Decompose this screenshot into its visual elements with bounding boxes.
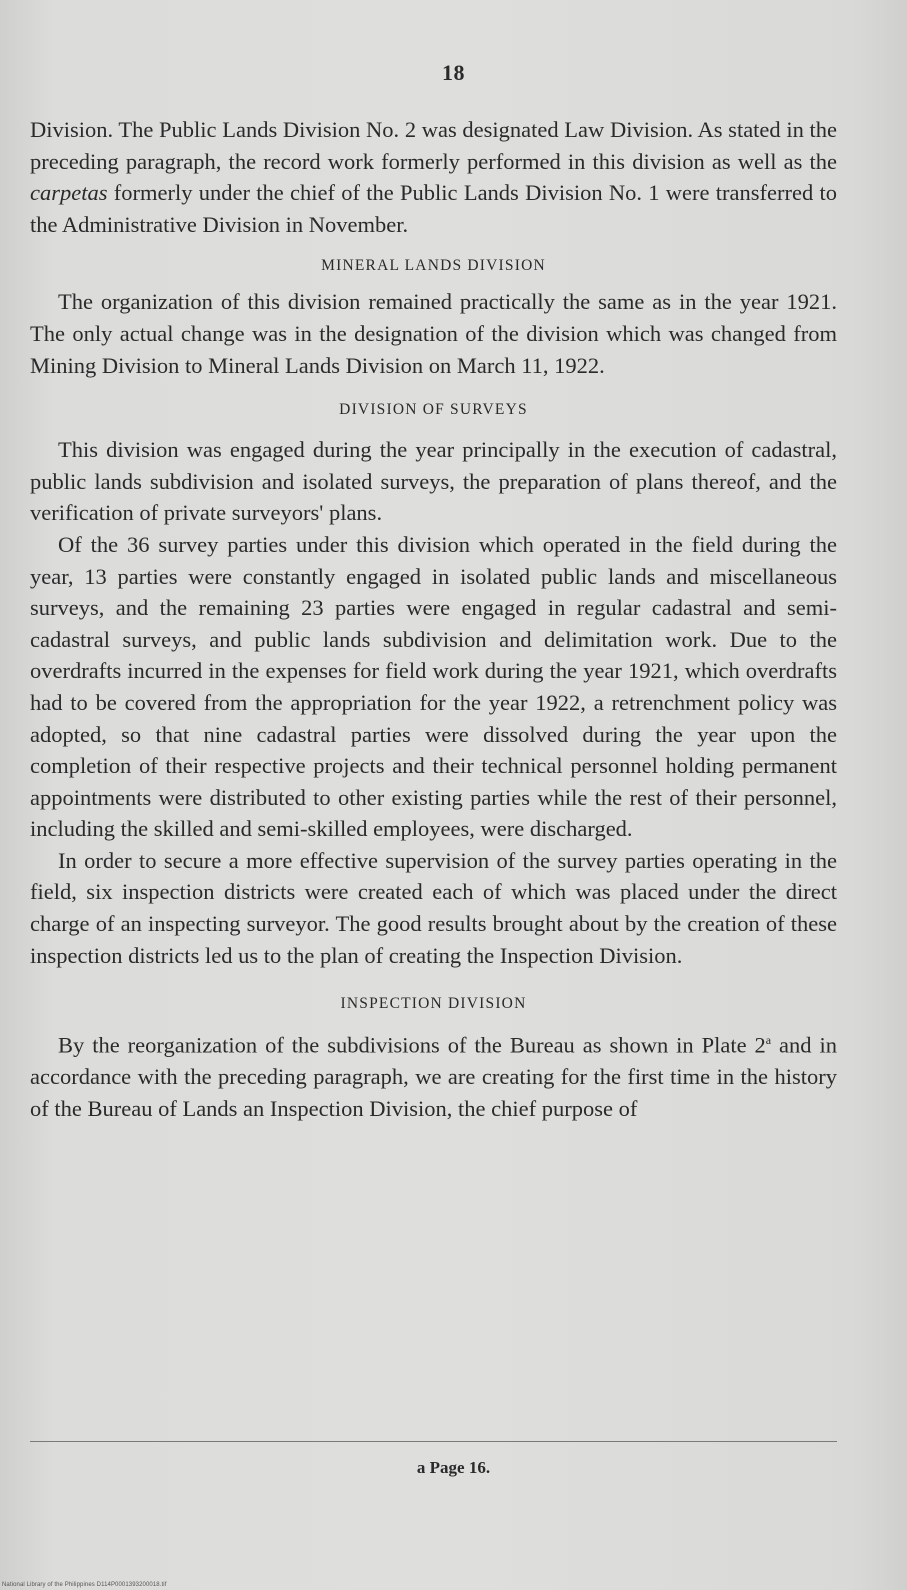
section-heading-surveys: DIVISION OF SURVEYS	[339, 401, 528, 419]
body-text	[30, 114, 837, 1125]
paragraph-text: By the reorganization of the subdivisions of the Bureau as shown in Plate 2	[58, 1032, 766, 1058]
paragraph-mineral-lands: The organization of this division remained practically the same as in the year 1921. The only actual change was in the designation of the division which was changed from Mining Division to Mineral Lands Division on March 11, 1922.	[30, 289, 837, 378]
footnote-divider	[30, 1441, 837, 1442]
footnote-marker: a	[765, 1033, 772, 1048]
paragraph-inspection-districts: In order to secure a more effective supervision of the survey parties operating in the field, six inspection districts were created each of which was placed under the direct charge of an inspecting surveyor. The good results brought about by the creation of these inspection districts led us to the plan of creating the Inspection Division.	[30, 847, 837, 968]
page-number: 18	[442, 60, 465, 85]
footnote: a Page 16.	[416, 1458, 491, 1477]
paragraph-text: formerly under the chief of the Public Lands Division No. 1 were transferred to the Administrative Division in November.	[30, 180, 837, 237]
section-heading-mineral-lands: MINERAL LANDS DIVISION	[321, 257, 546, 275]
section-heading-inspection: INSPECTION DIVISION	[340, 995, 527, 1013]
paragraph-law-division	[30, 114, 837, 240]
paragraph-survey-parties: Of the 36 survey parties under this division which operated in the field during the year, 13 parties were constantly engaged in isolated public lands and miscellaneous surveys, and the remaining 23 parties were engaged in regular cadastral and semi-cadastral surveys, and public lands subdivision and delimitation work. Due to the overdrafts incurred in the expenses for field work during the year 1921, which overdrafts had to be covered from the appropriation for the year 1922, a retrenchment policy was adopted, so that nine cadastral parties were dissolved during the year upon the completion of their respective projects and their technical personnel holding permanent appointments were distributed to other existing parties while the rest of their personnel, including the skilled and semi-skilled employees, were discharged.	[30, 531, 837, 842]
paragraph-text: Division. The Public Lands Division No. 2 was designated Law Division. As stated in the preceding paragraph, the record work formerly performed in this division as well as the	[30, 117, 837, 174]
paragraph-surveys-intro: This division was engaged during the year principally in the execution of cadastral, public lands subdivision and isolated surveys, the preparation of plans thereof, and the verification of private surveyors' plans.	[30, 437, 837, 526]
paragraph-text: and in accordance with the preceding paragraph, we are creating for the first time in the history of the Bureau of Lands an Inspection Division, the chief purpose of	[30, 1032, 837, 1121]
scan-credit: National Library of the Philippines D114P0001393200018.tif	[2, 1582, 167, 1588]
italic-term: carpetas	[30, 180, 108, 206]
paragraph-inspection-division	[30, 1025, 837, 1124]
